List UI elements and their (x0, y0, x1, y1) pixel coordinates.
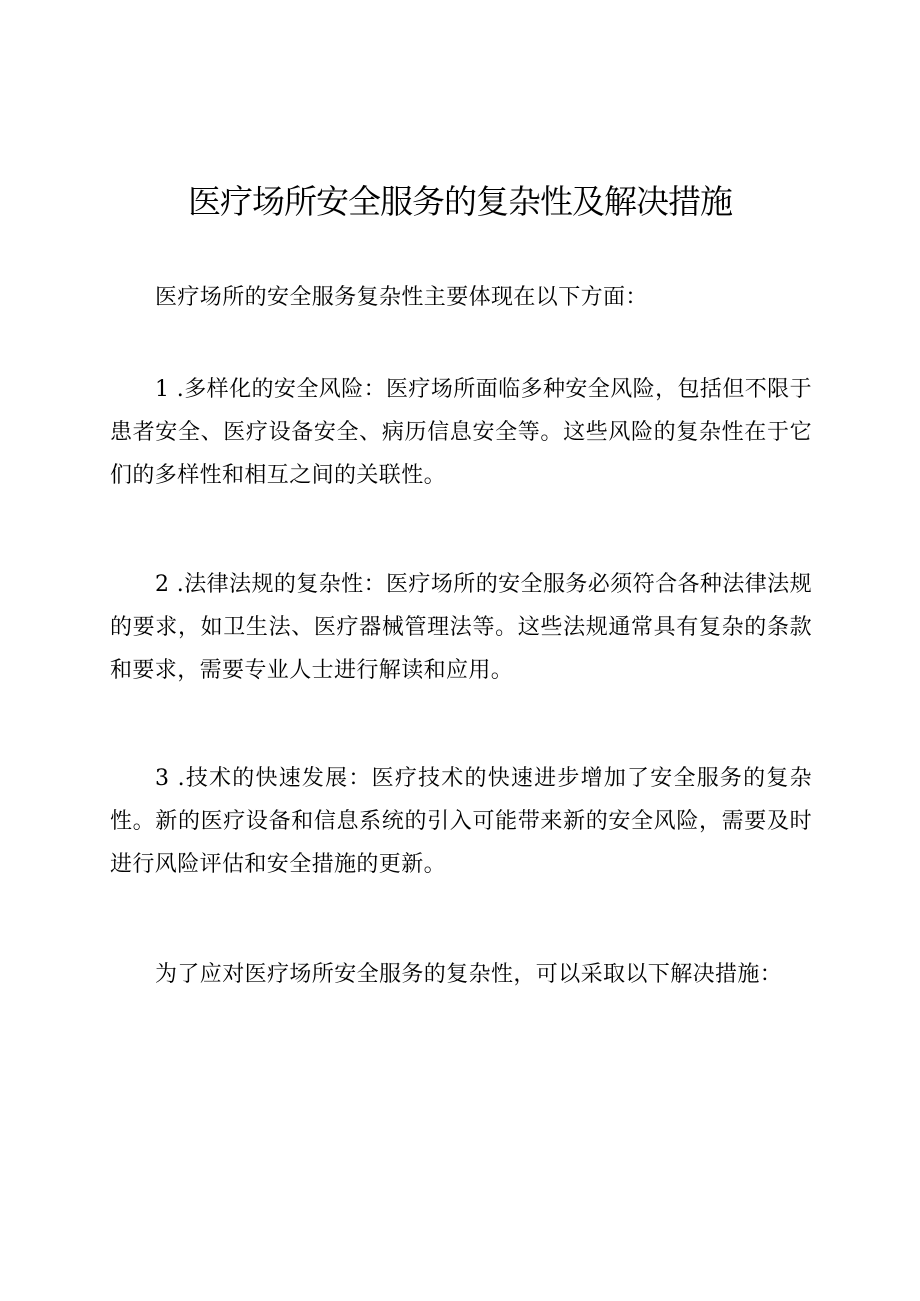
list-item: 1 .多样化的安全风险：医疗场所面临多种安全风险，包括但不限于患者安全、医疗设备安全、病历信息安全等。这些风险的复杂性在于它们的多样性和相互之间的关联性。 (110, 377, 812, 488)
document-title: 医疗场所安全服务的复杂性及解决措施 (188, 182, 732, 221)
list-item: 3 .技术的快速发展：医疗技术的快速进步增加了安全服务的复杂性。新的医疗设备和信息系统的引入可能带来新的安全风险，需要及时进行风险评估和安全措施的更新。 (110, 766, 812, 877)
list-item: 2 .法律法规的复杂性：医疗场所的安全服务必须符合各种法律法规的要求，如卫生法、医疗器械管理法等。这些法规通常具有复杂的条款和要求，需要专业人士进行解读和应用。 (110, 572, 812, 683)
outro-paragraph: 为了应对医疗场所安全服务的复杂性，可以采取以下解决措施： (155, 962, 783, 987)
intro-paragraph: 医疗场所的安全服务复杂性主要体现在以下方面： (155, 285, 648, 310)
